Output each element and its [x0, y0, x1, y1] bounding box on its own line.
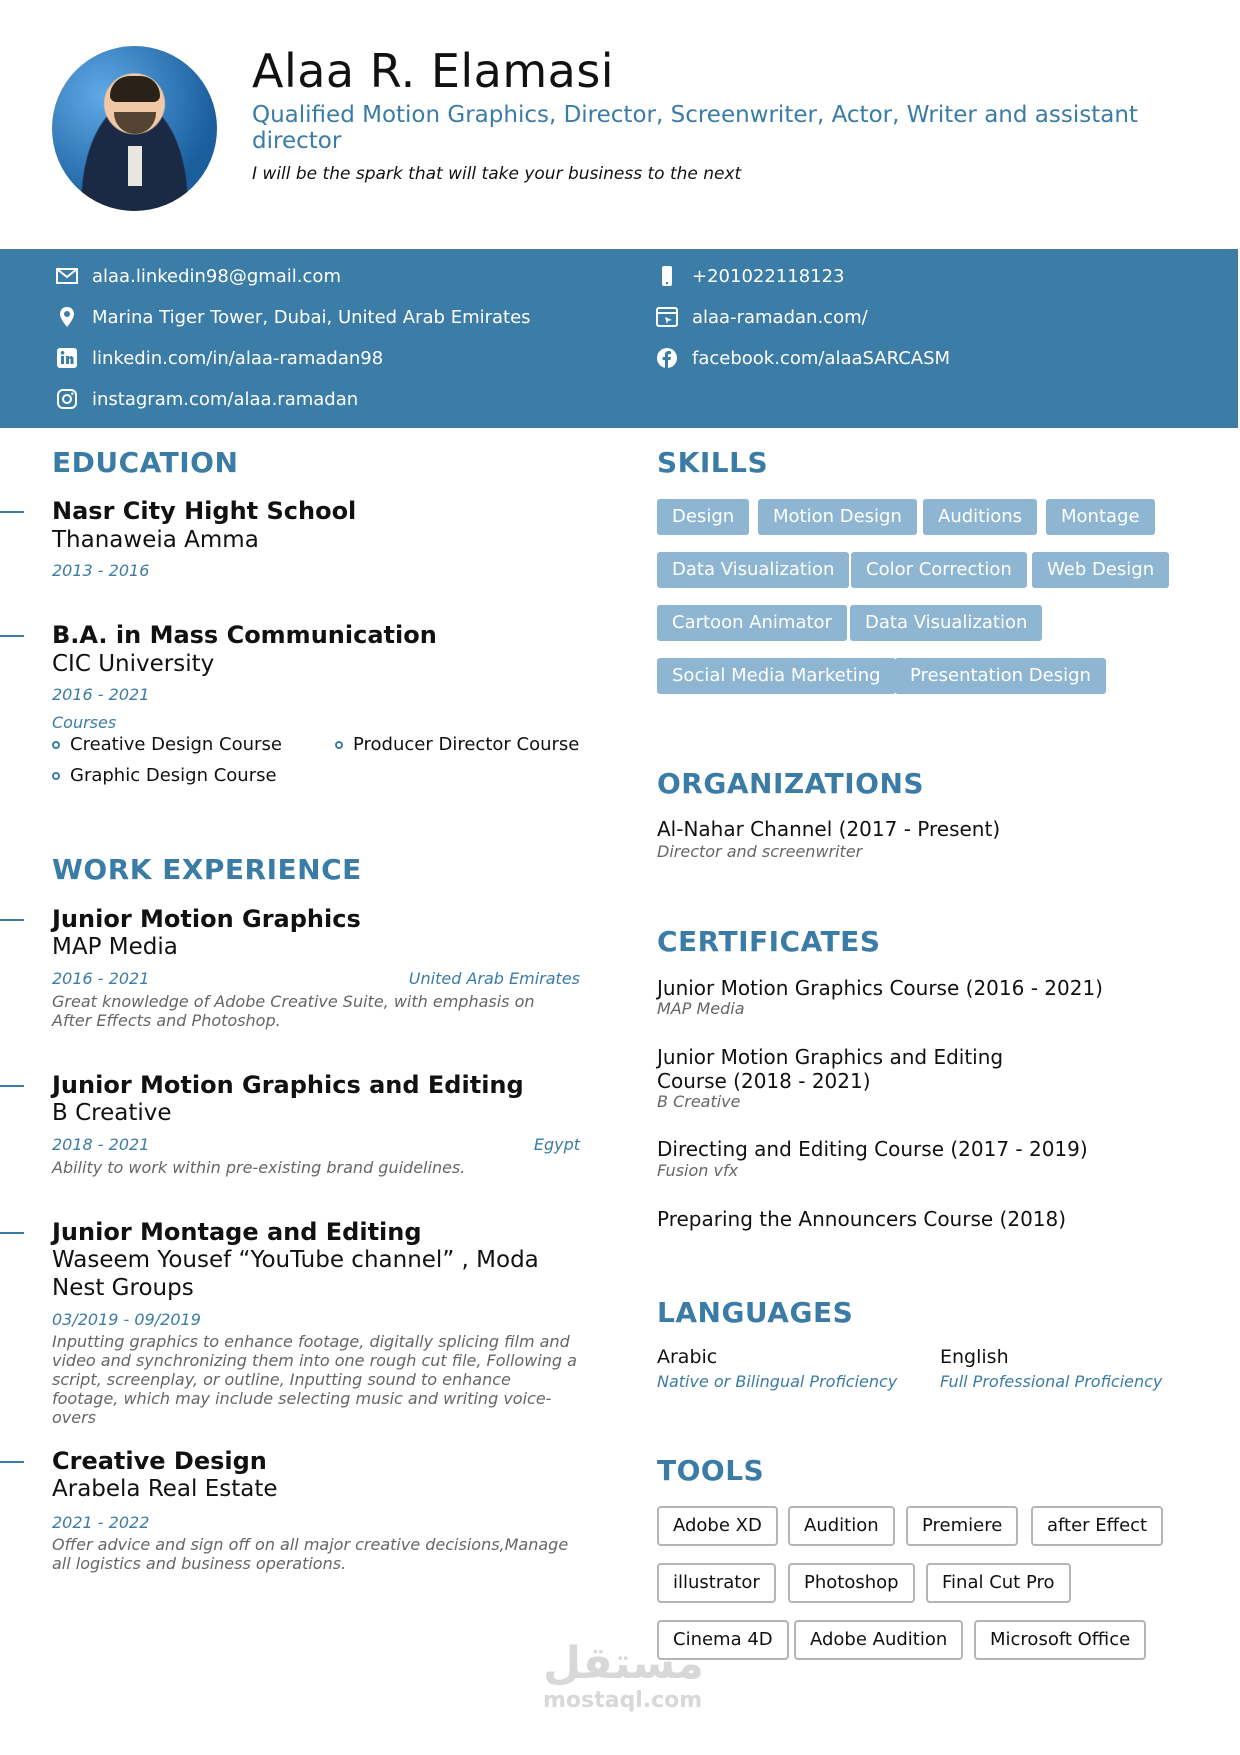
- certificate-name: Directing and Editing Course (2017 - 2019): [657, 1137, 1088, 1161]
- education-subtitle: CIC University: [52, 651, 215, 677]
- certificate-name: Junior Motion Graphics and Editing Course (2018 - 2021): [657, 1045, 1004, 1093]
- contact-linkedin[interactable]: [54, 344, 383, 372]
- certificate-issuer: B Creative: [657, 1092, 741, 1111]
- course-item: Producer Director Course: [335, 734, 579, 755]
- contact-address-text: Marina Tiger Tower, Dubai, United Arab Emirates: [92, 306, 531, 328]
- job-date: 2018 - 2021: [52, 1135, 150, 1154]
- mostaql-watermark: [543, 1638, 704, 1713]
- education-subtitle: Thanaweia Amma: [52, 527, 259, 553]
- contact-address: [54, 303, 531, 331]
- facebook-icon: [654, 345, 680, 371]
- education-heading: EDUCATION: [52, 446, 239, 479]
- certificate-issuer: Fusion vfx: [657, 1161, 739, 1180]
- skill-tag: Web Design: [1032, 552, 1169, 588]
- language-name: Arabic: [657, 1346, 718, 1368]
- job-title: Junior Motion Graphics and Editing: [52, 1071, 524, 1099]
- job-date: 03/2019 - 09/2019: [52, 1310, 201, 1329]
- job-date: 2016 - 2021: [52, 969, 150, 988]
- browser-icon: [654, 304, 680, 330]
- job-company: Waseem Yousef “YouTube channel” , Moda Nest Groups: [52, 1247, 539, 1301]
- contact-instagram-text: instagram.com/alaa.ramadan: [92, 388, 359, 410]
- education-date: 2016 - 2021: [52, 685, 150, 704]
- watermark-latin: mostaql.com: [543, 1688, 703, 1713]
- timeline-marker: [0, 1085, 24, 1087]
- contact-email-text: alaa.linkedin98@gmail.com: [92, 265, 341, 287]
- tool-tag: Audition: [788, 1506, 895, 1546]
- profile-photo: [52, 46, 217, 211]
- contact-email[interactable]: [54, 262, 341, 290]
- contact-phone-text: +201022118123: [692, 265, 845, 287]
- job-location: Egypt: [533, 1135, 580, 1154]
- skill-tag: Auditions: [923, 499, 1037, 535]
- job-company: Arabela Real Estate: [52, 1476, 278, 1502]
- contact-facebook-text: facebook.com/alaaSARCASM: [692, 347, 951, 369]
- certificate-issuer: MAP Media: [657, 999, 745, 1018]
- contact-facebook[interactable]: [654, 344, 950, 372]
- courses-label: Courses: [52, 713, 117, 732]
- job-title: Junior Motion Graphics: [52, 905, 361, 933]
- tool-tag: illustrator: [657, 1563, 776, 1603]
- tool-tag: Final Cut Pro: [926, 1563, 1071, 1603]
- job-title: Creative Design: [52, 1447, 267, 1475]
- job-title: Junior Montage and Editing: [52, 1218, 422, 1246]
- skill-tag: Presentation Design: [895, 658, 1106, 694]
- linkedin-icon: [54, 345, 80, 371]
- certificate-name: Junior Motion Graphics Course (2016 - 2021): [657, 976, 1103, 1000]
- education-date: 2013 - 2016: [52, 561, 150, 580]
- work-heading: WORK EXPERIENCE: [52, 853, 362, 886]
- skills-heading: SKILLS: [657, 446, 769, 479]
- contact-website[interactable]: [654, 303, 868, 331]
- job-company: B Creative: [52, 1100, 172, 1126]
- language-name: English: [940, 1346, 1009, 1368]
- tool-tag: Cinema 4D: [657, 1620, 789, 1660]
- education-title: B.A. in Mass Communication: [52, 621, 437, 649]
- skill-tag: Data Visualization: [657, 552, 849, 588]
- contact-website-text: alaa-ramadan.com/: [692, 306, 868, 328]
- person-name: Alaa R. Elamasi: [252, 44, 615, 98]
- skill-tag: Color Correction: [851, 552, 1027, 588]
- instagram-icon: [54, 386, 80, 412]
- timeline-marker: [0, 511, 24, 513]
- tool-tag: after Effect: [1031, 1506, 1163, 1546]
- skill-tag: Montage: [1046, 499, 1155, 535]
- timeline-marker: [0, 919, 24, 921]
- languages-heading: LANGUAGES: [657, 1296, 854, 1329]
- course-item: Creative Design Course: [52, 734, 282, 755]
- envelope-icon: [54, 263, 80, 289]
- timeline-marker: [0, 1232, 24, 1234]
- timeline-marker: [0, 1461, 24, 1463]
- job-location: United Arab Emirates: [408, 969, 580, 988]
- course-item: Graphic Design Course: [52, 765, 277, 786]
- skill-tag: Motion Design: [758, 499, 917, 535]
- job-description: Offer advice and sign off on all major creative decisions,Manage all logistics and business operations.: [52, 1535, 569, 1573]
- job-date: 2021 - 2022: [52, 1513, 150, 1532]
- tool-tag: Premiere: [906, 1506, 1018, 1546]
- tagline: I will be the spark that will take your business to the next: [252, 164, 742, 184]
- skill-tag: Social Media Marketing: [657, 658, 896, 694]
- job-description: Ability to work within pre-existing brand guidelines.: [52, 1158, 466, 1177]
- education-title: Nasr City Hight School: [52, 497, 357, 525]
- organization-role: Director and screenwriter: [657, 842, 863, 861]
- contact-instagram[interactable]: [54, 385, 358, 413]
- skill-tag: Design: [657, 499, 749, 535]
- skill-tag: Data Visualization: [850, 605, 1042, 641]
- organization-name: Al-Nahar Channel (2017 - Present): [657, 817, 1001, 841]
- contact-band: [0, 249, 1238, 428]
- contact-phone[interactable]: [654, 262, 845, 290]
- language-level: Native or Bilingual Proficiency: [657, 1372, 898, 1391]
- contact-linkedin-text: linkedin.com/in/alaa-ramadan98: [92, 347, 384, 369]
- professional-title: Qualified Motion Graphics, Director, Screenwriter, Actor, Writer and assistant director: [252, 102, 1138, 154]
- skill-tag: Cartoon Animator: [657, 605, 847, 641]
- tool-tag: Adobe XD: [657, 1506, 778, 1546]
- job-description: Great knowledge of Adobe Creative Suite, with emphasis on After Effects and Photoshop.: [52, 992, 535, 1030]
- certificates-heading: CERTIFICATES: [657, 925, 881, 958]
- tool-tag: Adobe Audition: [794, 1620, 963, 1660]
- phone-icon: [654, 263, 680, 289]
- watermark-arabic: مستقل: [543, 1638, 704, 1689]
- timeline-marker: [0, 635, 24, 637]
- organizations-heading: ORGANIZATIONS: [657, 767, 925, 800]
- job-description: Inputting graphics to enhance footage, digitally splicing film and video and synchronizing them into one rough cut file, Following a script, screenplay, or outline, Inputting sound to enhance footage, which may include selecting music and writing voice-overs: [52, 1332, 577, 1427]
- location-pin-icon: [54, 304, 80, 330]
- tool-tag: Microsoft Office: [974, 1620, 1146, 1660]
- job-company: MAP Media: [52, 934, 178, 960]
- language-level: Full Professional Proficiency: [940, 1372, 1163, 1391]
- certificate-name: Preparing the Announcers Course (2018): [657, 1207, 1067, 1231]
- tools-heading: TOOLS: [657, 1454, 765, 1487]
- tool-tag: Photoshop: [788, 1563, 915, 1603]
